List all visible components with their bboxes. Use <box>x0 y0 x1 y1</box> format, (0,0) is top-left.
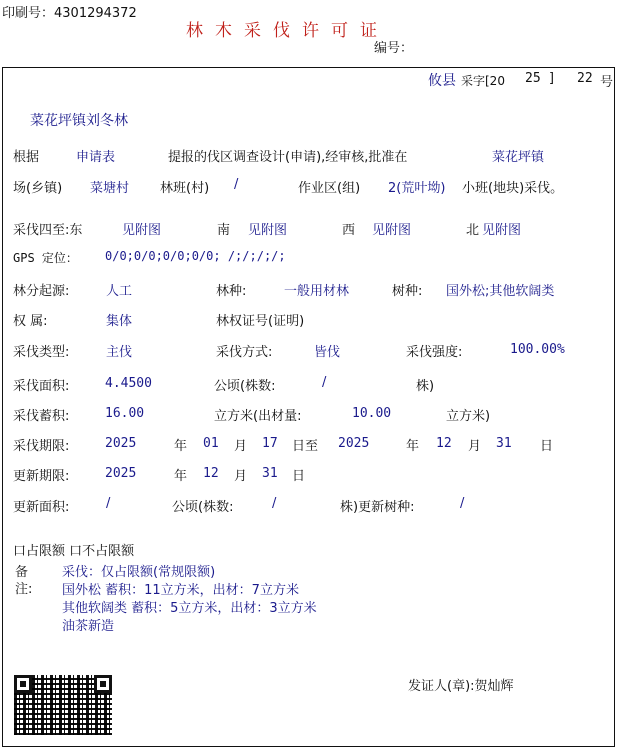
period-from-day: 17 <box>262 436 278 451</box>
period-label: 采伐期限: <box>13 439 70 454</box>
township-label: 场(乡镇) <box>13 181 63 196</box>
renewal-area-label: 更新面积: <box>13 500 70 515</box>
period-day-unit: 日 <box>540 439 554 454</box>
period-to-text: 日至 <box>292 439 319 454</box>
work-zone-label: 作业区(组) <box>298 181 361 196</box>
harvest-method-value: 皆伐 <box>314 345 341 360</box>
remarks-line-1: 采伐：仅占限额(常规限额) <box>62 565 216 580</box>
boundary-north-label: 北 <box>466 223 480 238</box>
qr-code <box>14 675 112 735</box>
volume-label: 采伐蓄积: <box>13 409 70 424</box>
remarks-line-4: 油茶新造 <box>62 619 115 634</box>
period-to-year-unit: 年 <box>406 439 420 454</box>
remarks-line-3: 其他软阔类 蓄积：5立方米，出材：3立方米 <box>62 601 317 616</box>
ownership-label: 权 属: <box>13 314 48 329</box>
period-to-month: 12 <box>436 436 452 451</box>
gps-label: GPS 定位： <box>13 251 78 265</box>
remarks-line-2: 国外松 蓄积：11立方米，出材：7立方米 <box>62 583 299 598</box>
basis-town: 菜花坪镇 <box>492 150 545 165</box>
period-to-month-unit: 月 <box>468 439 482 454</box>
renewal-day: 31 <box>262 466 278 481</box>
permit-bracket: ] <box>548 71 556 86</box>
period-to-year: 2025 <box>338 436 370 451</box>
ownership-value: 集体 <box>106 314 133 329</box>
period-to-day: 31 <box>496 436 512 451</box>
renewal-area-unit: 公顷(株数: <box>172 500 234 515</box>
permit-suffix: 号 <box>600 75 614 90</box>
boundary-south-label: 南 <box>217 223 231 238</box>
boundary-west-label: 西 <box>342 223 356 238</box>
period-from-year: 2025 <box>105 436 137 451</box>
origin-value: 人工 <box>106 284 133 299</box>
area-value: 4.4500 <box>105 376 152 391</box>
origin-label: 林分起源: <box>13 284 70 299</box>
period-year-unit: 年 <box>174 439 188 454</box>
village-value: 菜塘村 <box>90 181 130 196</box>
basis-label: 根据 <box>13 150 40 165</box>
permit-holder: 菜花坪镇刘冬林 <box>30 113 128 129</box>
harvest-intensity-label: 采伐强度: <box>406 345 463 360</box>
remarks-label-1: 备 <box>15 565 29 580</box>
area-count-unit: 株) <box>416 379 435 394</box>
basis-text: 提报的伐区调查设计(申请),经审核,批准在 <box>168 150 408 165</box>
area-unit: 公顷(株数: <box>214 379 276 394</box>
permit-title: 林木采伐许可证 <box>186 21 389 41</box>
renewal-area-value: / <box>106 496 111 511</box>
gps-value: 0/0;0/0;0/0;0/0; /;/;/;/; <box>105 249 286 263</box>
forest-class-value: / <box>234 177 239 192</box>
quota-options: 口占限额 口不占限额 <box>13 544 135 559</box>
county-name: 攸县 <box>428 73 456 89</box>
ownership-cert-label: 林权证号(证明) <box>216 314 305 329</box>
renewal-day-unit: 日 <box>292 469 306 484</box>
qr-finder-icon <box>14 675 32 693</box>
forest-class-label: 林班(村) <box>160 181 210 196</box>
volume-unit: 立方米(出材量: <box>214 409 302 424</box>
qr-finder-icon <box>94 675 112 693</box>
forest-type-value: 一般用材林 <box>284 284 350 299</box>
renewal-month: 12 <box>203 466 219 481</box>
work-zone-value: 2(荒叶坳) <box>388 181 446 196</box>
permit-year: 25 <box>525 71 541 86</box>
permit-number: 22 <box>577 71 593 86</box>
species-value: 国外松;其他软阔类 <box>446 284 555 299</box>
species-label: 树种: <box>392 284 423 299</box>
harvest-type-label: 采伐类型: <box>13 345 70 360</box>
volume-value: 16.00 <box>105 406 145 421</box>
print-number: 印刷号：4301294372 <box>2 6 137 21</box>
remarks-label-2: 注: <box>15 582 33 597</box>
output-unit: 立方米) <box>446 409 491 424</box>
boundary-east-label: 采伐四至:东 <box>13 223 83 238</box>
serial-number-label: 编号： <box>374 41 414 56</box>
renewal-species-value: / <box>460 496 465 511</box>
renewal-year-unit: 年 <box>174 469 188 484</box>
harvest-method-label: 采伐方式: <box>216 345 273 360</box>
renewal-period-label: 更新期限: <box>13 469 70 484</box>
output-value: 10.00 <box>352 406 392 421</box>
renewal-year: 2025 <box>105 466 137 481</box>
issuer-signature: 发证人(章):贺灿辉 <box>408 679 514 694</box>
boundary-west-value: 见附图 <box>372 223 412 238</box>
harvest-type-value: 主伐 <box>106 345 133 360</box>
permit-frame <box>2 67 615 747</box>
renewal-month-unit: 月 <box>234 469 248 484</box>
renewal-count: / <box>272 496 277 511</box>
area-label: 采伐面积: <box>13 379 70 394</box>
boundary-east-value: 见附图 <box>122 223 162 238</box>
location-tail: 小班(地块)采伐。 <box>462 181 564 196</box>
boundary-south-value: 见附图 <box>248 223 288 238</box>
harvest-intensity-value: 100.00% <box>510 342 565 357</box>
area-count: / <box>322 375 327 390</box>
period-from-month: 01 <box>203 436 219 451</box>
boundary-north-value: 见附图 <box>482 223 522 238</box>
permit-prefix: 采字[20 <box>461 74 505 88</box>
basis-document: 申请表 <box>76 150 116 165</box>
renewal-species-label: 株)更新树种: <box>340 500 415 515</box>
period-month-unit: 月 <box>234 439 248 454</box>
forest-type-label: 林种: <box>216 284 247 299</box>
